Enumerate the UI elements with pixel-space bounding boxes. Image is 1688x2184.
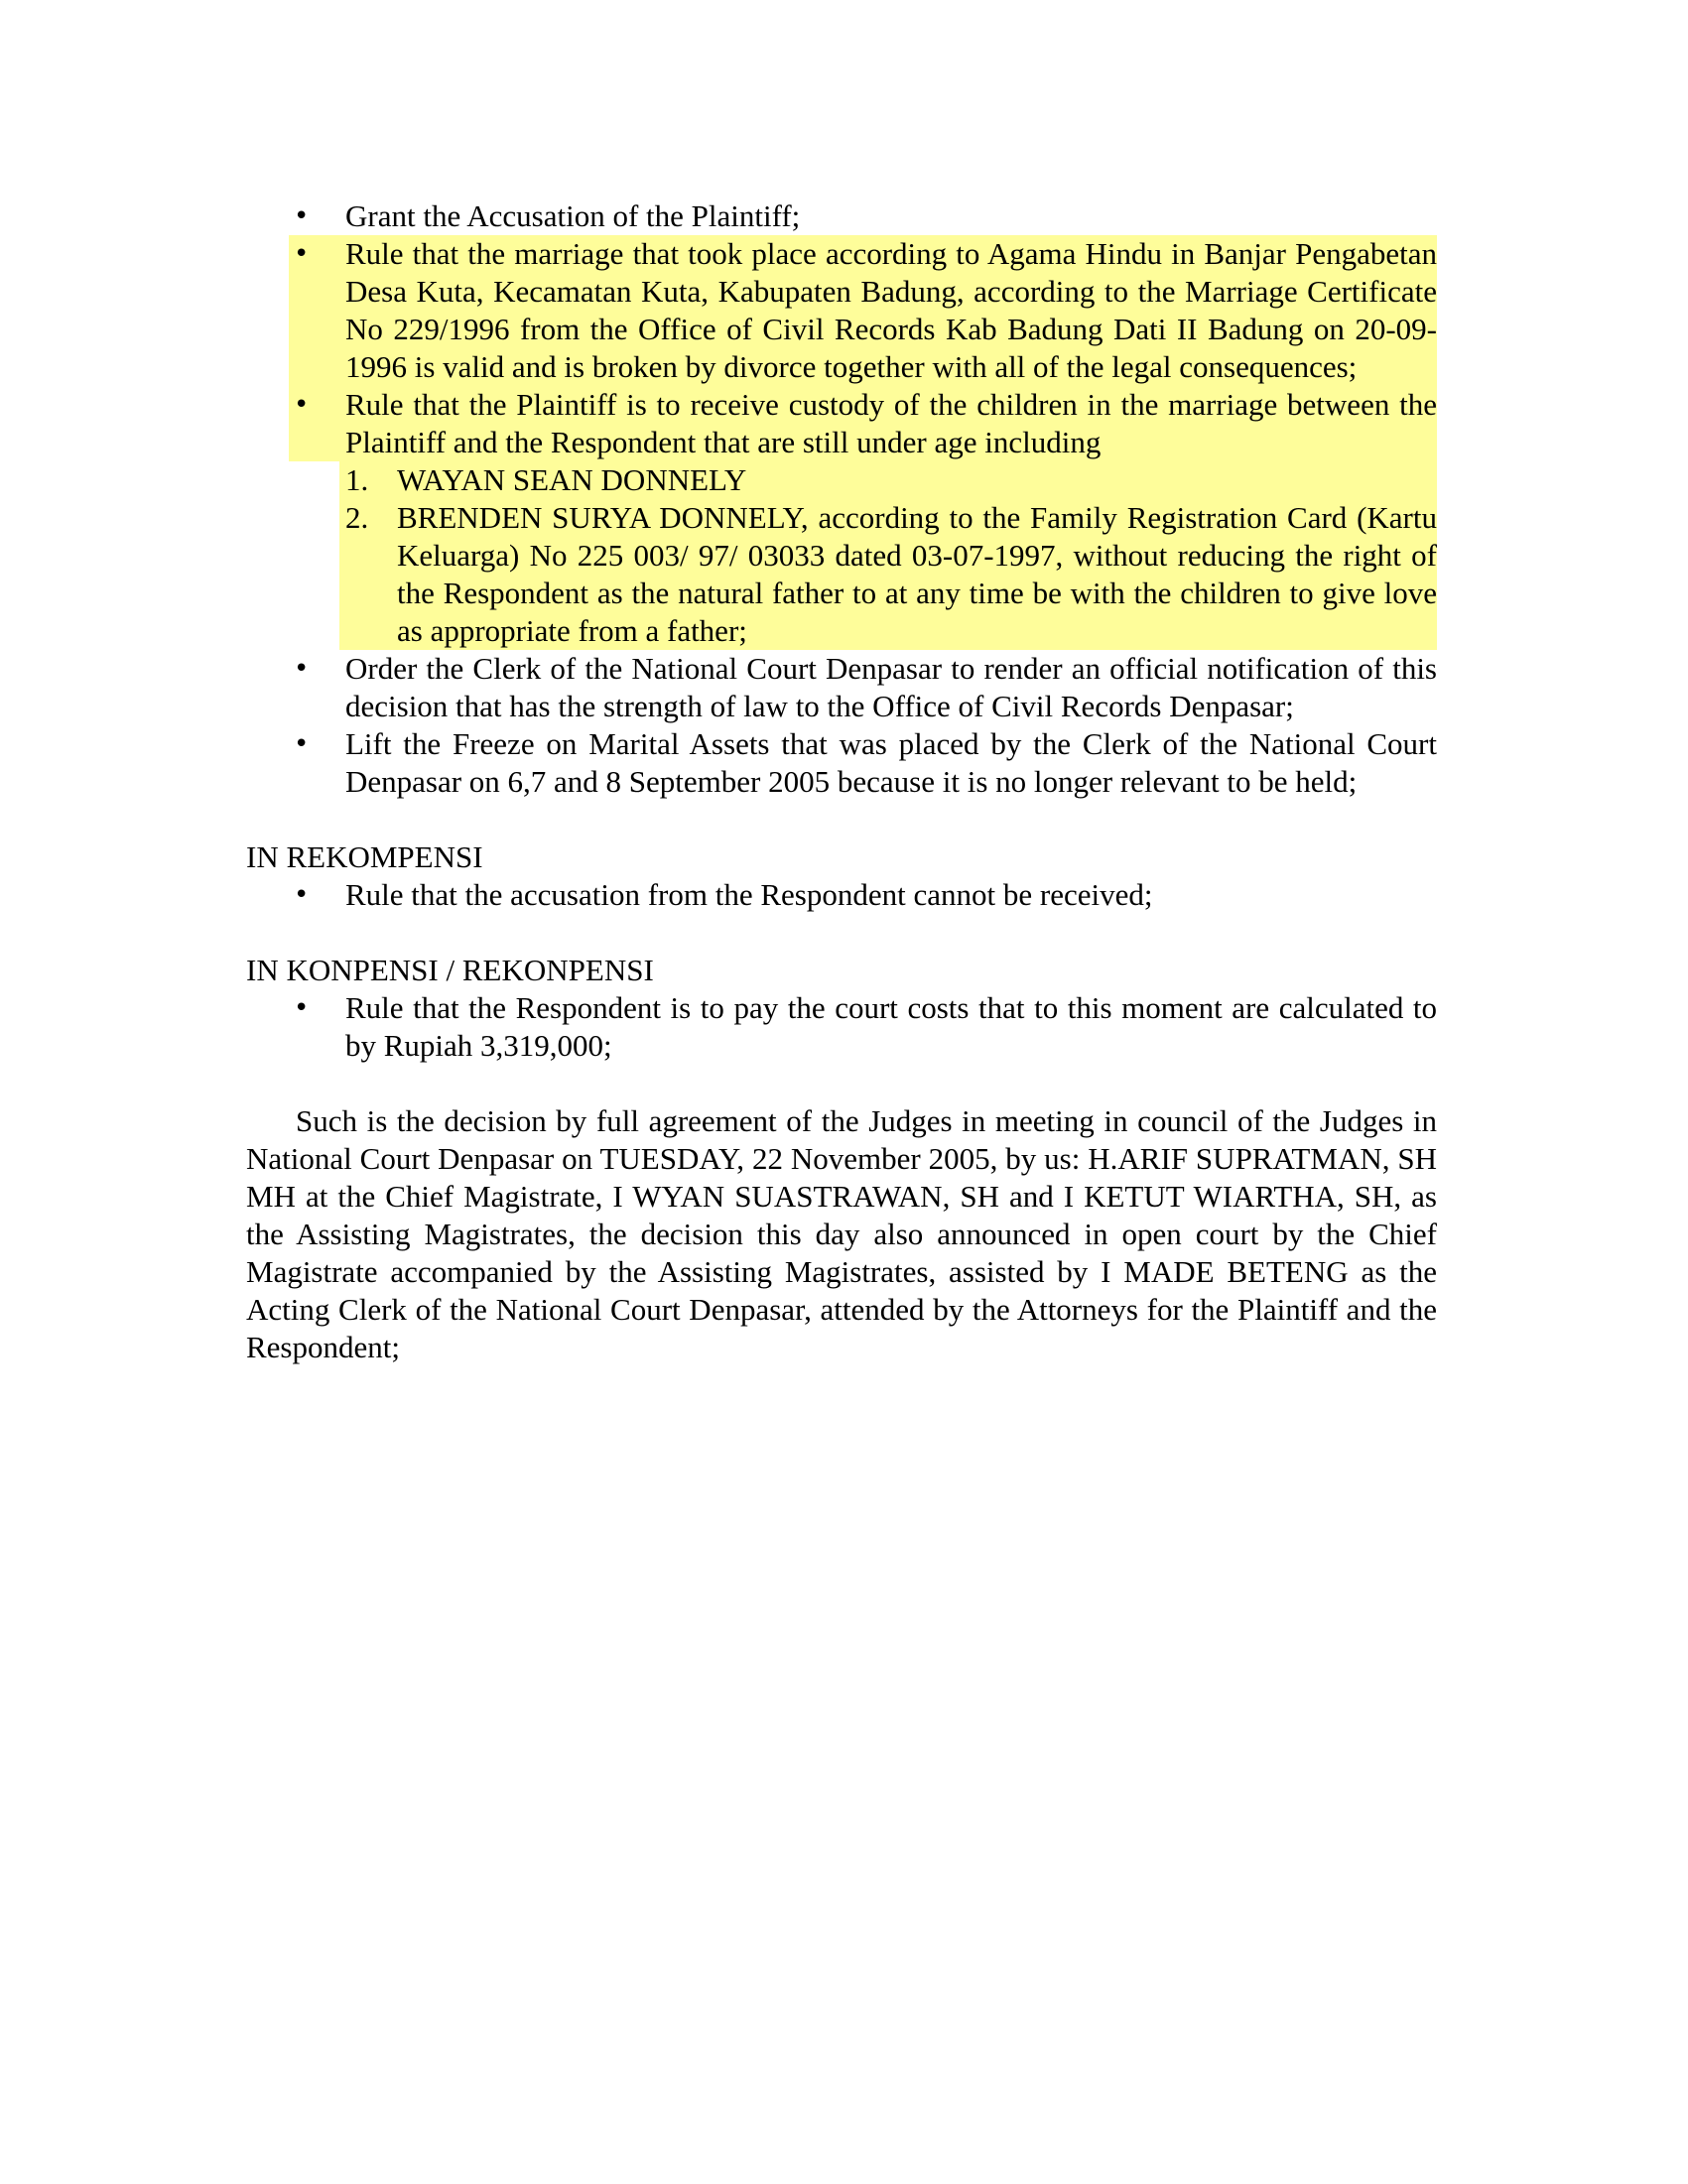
closing-paragraph: Such is the decision by full agreement of the Judges in meeting in council of the Judges in National Court Denpasar on TUESDAY, 22 November 2005, by us: H.ARIF SUPRATMAN, SH MH at the Chief Magistrate, I WYAN SUASTRAWAN, SH and I KETUT WIARTHA, SH, as the Assisting Magistrates, the decision this day also announced in open court by the Chief Magistrate accompanied by the Assisting Magistrates, assisted by I MADE BETENG as the Acting Clerk of the National Court Denpasar, attended by the Attorneys for the Plaintiff and the Respondent; [246,1103,1437,1364]
list-item-lift-freeze [246,725,1437,801]
document-content [246,197,1437,1366]
bullet-icon: • [294,729,310,759]
bullet-icon: • [294,201,310,231]
list-item-rekompensi [246,876,1437,914]
highlighted-children-list [339,461,1437,650]
list-item-text: Order the Clerk of the National Court Denpasar to render an official notification of this decision that has the strength of law to the Office of Civil Records Denpasar; [345,651,1437,723]
child-text: WAYAN SEAN DONNELY [397,462,747,497]
bullet-icon: • [294,239,310,269]
bullet-icon: • [294,654,310,684]
bullet-icon: • [294,390,310,420]
list-item-text: Lift the Freeze on Marital Assets that was placed by the Clerk of the National Court Denpasar on 6,7 and 8 September 2005 because it is no longer relevant to be held; [345,726,1437,799]
list-item-marriage-ruling [246,235,1437,386]
child-number: 1. [345,462,369,497]
list-item-konpensi [246,989,1437,1065]
list-item-clerk-notification [246,650,1437,725]
child-text: BRENDEN SURYA DONNELY, according to the Family Registration Card (Kartu Keluarga) No 225 003/ 97/ 03033 dated 03-07-1997, without reducing the right of the Respondent as the natural father to at any time be with the children to give love as appropriate from a father; [397,500,1437,648]
list-item-text: Grant the Accusation of the Plaintiff; [345,198,801,233]
list-item-custody-ruling [246,386,1437,461]
list-item-text: Rule that the marriage that took place according to Agama Hindu in Banjar Pengabetan Desa Kuta, Kecamatan Kuta, Kabupaten Badung, according to the Marriage Certificate No 229/1996 from the Office of Civil Records Kab Badung Dati II Badung on 20-09-1996 is valid and is broken by divorce together with all of the legal consequences; [345,236,1437,384]
highlighted-block [289,235,1437,461]
list-item-grant-accusation [246,197,1437,235]
list-item-text: Rule that the Respondent is to pay the court costs that to this moment are calculated to by Rupiah 3,319,000; [345,990,1437,1063]
list-item-text: Rule that the accusation from the Respondent cannot be received; [345,877,1153,912]
child-number: 2. [345,500,369,535]
child-item [246,461,1437,499]
section-heading-rekompensi: IN REKOMPENSI [246,839,483,874]
bullet-icon: • [294,880,310,910]
list-item-text: Rule that the Plaintiff is to receive custody of the children in the marriage between the Plaintiff and the Respondent that are still under age including [345,387,1437,459]
section-heading-konpensi: IN KONPENSI / REKONPENSI [246,953,654,987]
child-item [246,499,1437,650]
bullet-icon: • [294,993,310,1023]
